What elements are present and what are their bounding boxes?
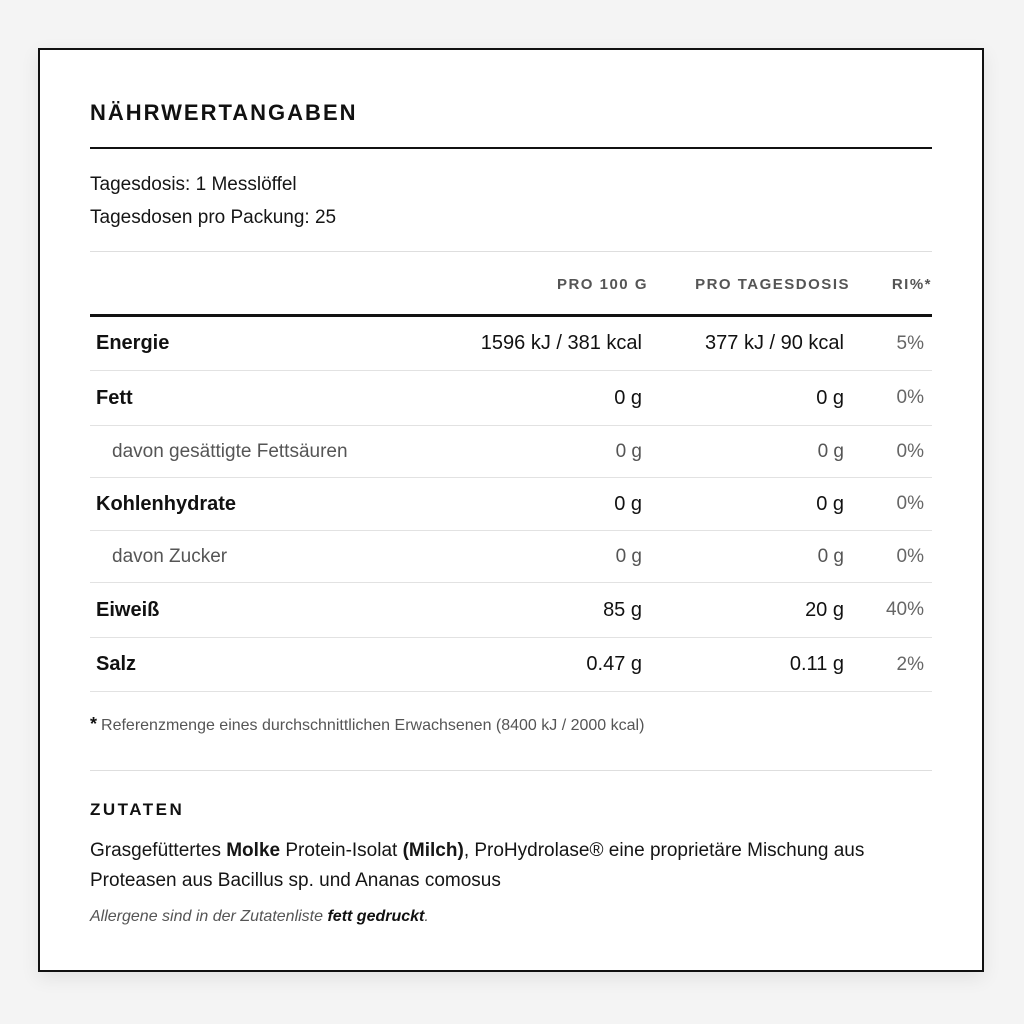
value-per-100g: 0 g bbox=[615, 545, 642, 567]
nutrient-name: Eiweiß bbox=[96, 598, 160, 621]
servings-per-pack-text: Tagesdosen pro Packung: 25 bbox=[90, 207, 337, 228]
value-per-100g: 0 g bbox=[615, 440, 642, 462]
value-per-100g: 0.47 g bbox=[586, 653, 642, 675]
nutrient-name: Energie bbox=[96, 332, 170, 354]
ingredients-text bbox=[90, 836, 932, 896]
value-ri: 0% bbox=[896, 493, 924, 514]
title-divider bbox=[90, 147, 932, 149]
allergen-note-bold: fett gedruckt bbox=[327, 908, 425, 925]
value-ri: 0% bbox=[896, 387, 924, 408]
section-divider bbox=[90, 770, 932, 771]
ingredients-part: Grasgefüttertes bbox=[90, 840, 227, 861]
column-header-per-dose: PRO TAGESDOSIS bbox=[695, 276, 850, 293]
ingredients-heading: ZUTATEN bbox=[90, 800, 185, 819]
value-per-100g: 0 g bbox=[614, 386, 642, 409]
footnote bbox=[90, 714, 644, 735]
value-per-dose: 377 kJ / 90 kcal bbox=[705, 332, 844, 354]
column-header-per-100g: PRO 100 G bbox=[556, 276, 648, 293]
value-per-100g: 1596 kJ / 381 kcal bbox=[480, 332, 642, 354]
value-ri: 0% bbox=[896, 440, 924, 462]
value-ri: 5% bbox=[896, 332, 924, 354]
table-row bbox=[90, 317, 932, 371]
table-row bbox=[90, 531, 932, 583]
nutrient-name: Salz bbox=[96, 653, 137, 675]
value-ri: 0% bbox=[896, 545, 924, 567]
ingredients-part: , ProHydrolase® eine proprietäre Mischung aus Proteasen aus Bacillus sp. und Ananas comosus bbox=[90, 840, 865, 891]
value-per-dose: 20 g bbox=[805, 598, 844, 621]
nutrient-name: davon gesättigte Fettsäuren bbox=[112, 440, 348, 462]
meta-divider bbox=[90, 251, 932, 252]
value-per-100g: 0 g bbox=[614, 492, 642, 515]
ingredients-part: Protein-Isolat bbox=[280, 840, 403, 861]
value-ri: 2% bbox=[896, 653, 924, 675]
value-ri: 40% bbox=[885, 599, 924, 620]
footnote-text: Referenzmenge eines durchschnittlichen Erwachsenen (8400 kJ / 2000 kcal) bbox=[101, 717, 645, 734]
allergen-note bbox=[90, 908, 429, 926]
nutrient-name: Fett bbox=[96, 386, 133, 409]
nutrient-name: Kohlenhydrate bbox=[96, 492, 237, 515]
table-row bbox=[90, 371, 932, 426]
value-per-dose: 0 g bbox=[817, 440, 844, 462]
serving-size-text: Tagesdosis: 1 Messlöffel bbox=[90, 174, 297, 195]
value-per-dose: 0.11 g bbox=[789, 653, 844, 675]
column-header-ri: RI%* bbox=[891, 276, 932, 293]
allergen-bold-text: (Milch) bbox=[402, 840, 464, 861]
table-row bbox=[90, 426, 932, 478]
footnote-asterisk: * bbox=[90, 714, 98, 734]
value-per-dose: 0 g bbox=[816, 386, 844, 409]
value-per-100g: 85 g bbox=[603, 598, 642, 621]
allergen-note-text: Allergene sind in der Zutatenliste bbox=[90, 908, 328, 925]
allergen-bold-text: Molke bbox=[226, 840, 281, 861]
table-row bbox=[90, 583, 932, 638]
table-row bbox=[90, 638, 932, 692]
page-title: NÄHRWERTANGABEN bbox=[90, 100, 358, 125]
nutrient-name: davon Zucker bbox=[112, 545, 228, 567]
table-row bbox=[90, 478, 932, 531]
value-per-dose: 0 g bbox=[817, 545, 844, 567]
value-per-dose: 0 g bbox=[816, 492, 844, 515]
allergen-note-end: . bbox=[424, 908, 429, 925]
nutrition-card bbox=[38, 48, 984, 972]
